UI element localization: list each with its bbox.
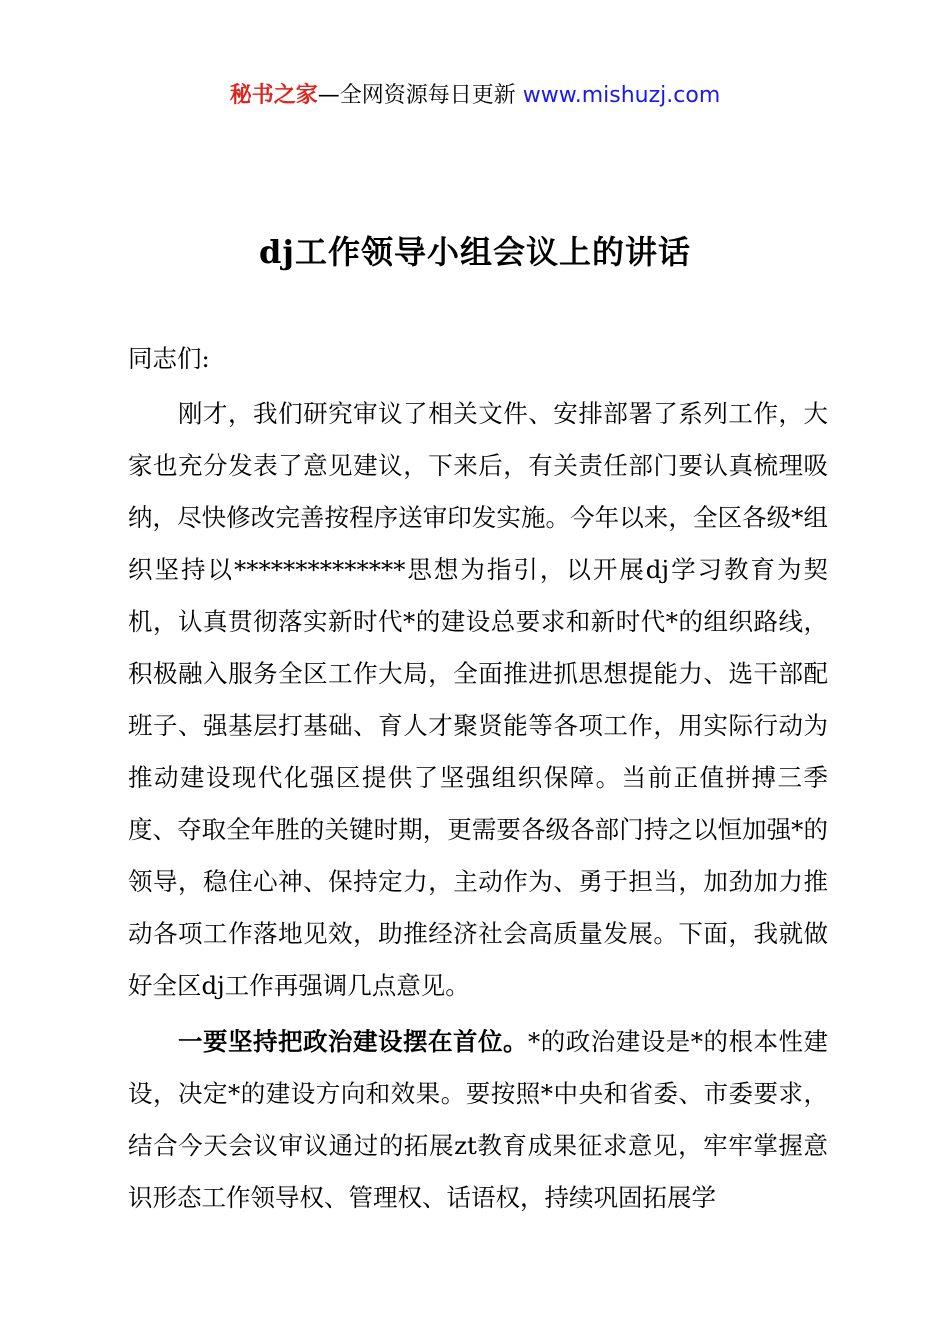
paragraph-lead-sentence: 一要坚持把政治建设摆在首位。	[178, 1027, 528, 1056]
paragraph-intro: 刚才，我们研究审议了相关文件、安排部署了系列工作，大家也充分发表了意见建议，下来后，有关责任部门要认真梳理吸纳，尽快修改完善按程序送审印发实施。今年以来，全区各级*组织坚持以**************思想为指引，以开展dj学习教育为契机，认真贯彻落实新时代*的建设总要求和新时代*的组织路线，积极融入服务全区工作大局，全面推进抓思想提能力、选干部配班子、强基层打基础、育人才聚贤能等各项工作，用实际行动为推动建设现代化强区提供了坚强组织保障。当前正值拼搏三季度、夺取全年胜的关键时期，更需要各级各部门持之以恒加强*的领导，稳住心神、保持定力，主动作为、勇于担当，加劲加力推动各项工作落地见效，助推经济社会高质量发展。下面，我就做好全区dj工作再强调几点意见。	[128, 399, 828, 1000]
site-url-link[interactable]: www.mishuzj.com	[522, 83, 721, 108]
site-header	[0, 78, 950, 114]
site-brand: 秘书之家	[229, 83, 318, 108]
paragraph-body-text: *的政治建设是*的根本性建设，决定*的建设方向和效果。要按照*中央和省委、市委要求，结合今天会议审议通过的拓展zt教育成果征求意见，牢牢掌握意识形态工作领导权、管理权、话语权，持续巩固拓展学	[128, 1027, 828, 1212]
salutation: 同志们:	[128, 344, 210, 373]
document-title: dj工作领导小组会议上的讲话	[259, 233, 691, 271]
paragraph-political-construction	[128, 1016, 828, 1224]
document-body	[128, 333, 828, 1224]
site-tagline: —全网资源每日更新	[317, 83, 523, 108]
